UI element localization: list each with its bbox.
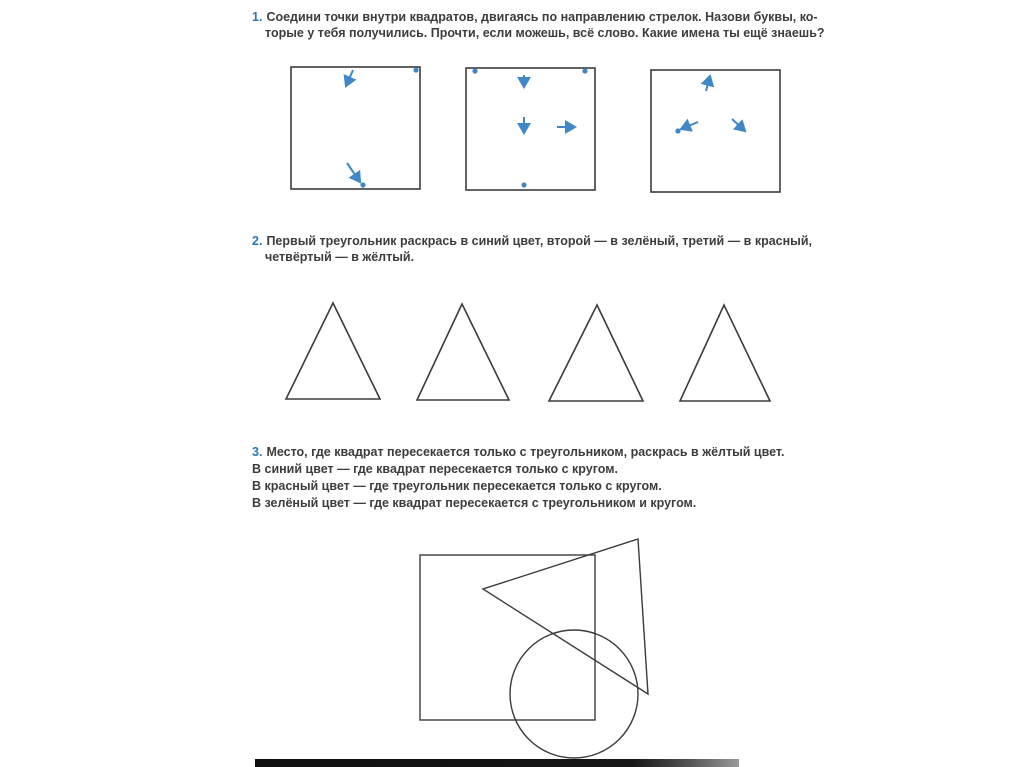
- arrow-down-icon: [346, 70, 353, 86]
- triangle-figure-2: [412, 300, 514, 404]
- task-2-number: 2.: [252, 234, 263, 248]
- triangle-outline: [549, 305, 643, 401]
- task-1-line-2: торые у тебя получились. Прочти, если можешь, всё слово. Какие имена ты ещё знаешь?: [265, 25, 825, 40]
- task-3-line-3: В красный цвет — где треугольник пересекается только с кругом.: [252, 479, 662, 493]
- arrow-diagonal-icon: [347, 163, 360, 182]
- triangle-outline: [680, 305, 770, 401]
- triangle-outline: [483, 539, 648, 694]
- dot-marker: [360, 182, 365, 187]
- task-1-text: [252, 10, 872, 41]
- arrow-up-icon: [706, 76, 710, 91]
- task-2-line-1-text: Первый треугольник раскрась в синий цвет, второй — в зелёный, третий — в красный,: [266, 234, 813, 248]
- task-3-number: 3.: [252, 445, 263, 459]
- task-1-number: 1.: [252, 10, 263, 24]
- dot-marker: [521, 182, 526, 187]
- square-outline: [420, 555, 595, 720]
- triangle-outline: [417, 304, 509, 400]
- triangle-figure-4: [676, 301, 774, 405]
- task-1-line-1-text: Соедини точки внутри квадратов, двигаясь по направлению стрелок. Назови буквы, ко-: [266, 10, 818, 24]
- task-3-text: [252, 444, 892, 512]
- arrow-down-right-icon: [732, 119, 745, 131]
- task-1-line-1: [252, 10, 872, 26]
- dot-marker: [413, 67, 418, 72]
- arrow-down-left-icon: [681, 122, 698, 129]
- task-3-line-4: В зелёный цвет — где квадрат пересекается с треугольником и кругом.: [252, 496, 697, 510]
- scan-edge-bar: [255, 759, 739, 767]
- task-3-line-1-text: Место, где квадрат пересекается только с треугольником, раскрась в жёлтый цвет.: [266, 445, 785, 459]
- dot-marker: [472, 68, 477, 73]
- square-outline: [651, 70, 780, 192]
- task-3-line-2: В синий цвет — где квадрат пересекается только с кругом.: [252, 462, 618, 476]
- triangle-figure-3: [545, 301, 647, 405]
- dot-to-dot-square-2: [465, 67, 596, 191]
- square-outline: [466, 68, 595, 190]
- triangle-outline: [286, 303, 380, 399]
- dot-to-dot-square-1: [290, 66, 421, 190]
- circle-outline: [510, 630, 638, 758]
- task-2-line-2: четвёртый — в жёлтый.: [265, 249, 415, 264]
- task-2-text: [252, 234, 872, 265]
- square-outline: [291, 67, 420, 189]
- overlap-figure: [408, 532, 753, 765]
- dot-marker: [582, 68, 587, 73]
- triangle-figure-1: [282, 299, 384, 403]
- dot-marker: [675, 128, 680, 133]
- task-2-line-1: [252, 234, 872, 250]
- dot-to-dot-square-3: [650, 69, 781, 193]
- task-3-line-1: [252, 444, 892, 461]
